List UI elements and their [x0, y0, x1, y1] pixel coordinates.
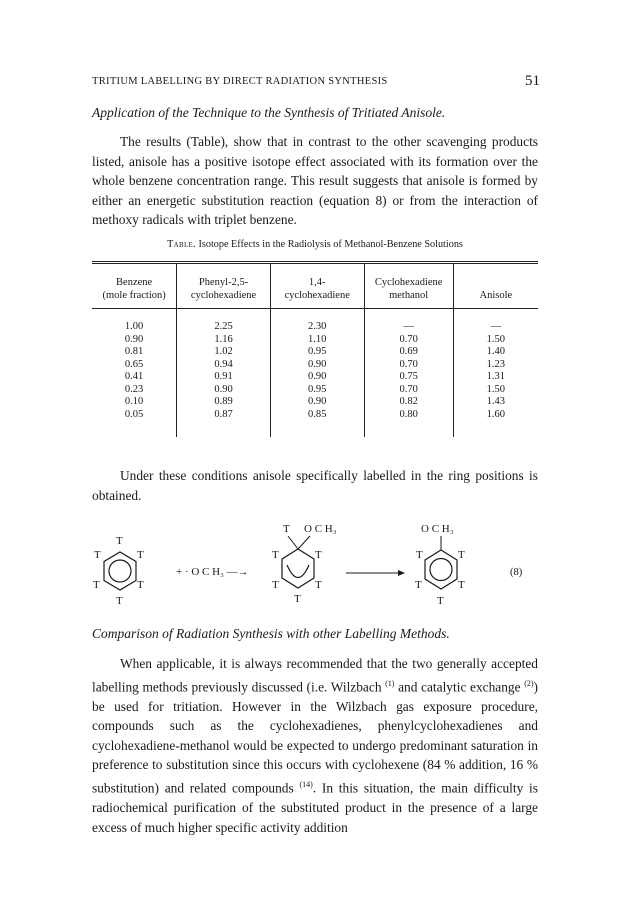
- column-header-phenyl-cyclohexadiene: [177, 263, 271, 309]
- column-header-benzene: [92, 263, 177, 309]
- table-row: [92, 309, 538, 334]
- table-cell: 0.90: [270, 396, 364, 409]
- header-line: Benzene: [116, 277, 153, 288]
- table-cell: 0.70: [364, 334, 453, 347]
- tritium-label: T: [315, 549, 322, 561]
- tritium-label: T: [458, 549, 465, 561]
- table-cell: 0.82: [364, 396, 453, 409]
- paragraph-comparison: [92, 654, 538, 837]
- table-cell: 0.41: [124, 371, 144, 382]
- header-line: (mole fraction): [102, 290, 166, 301]
- table-cell: 1.31: [453, 371, 538, 384]
- table-cell: 0.94: [177, 359, 271, 372]
- table-cell: 1.50: [453, 384, 538, 397]
- aromatic-circle: [109, 560, 131, 582]
- methoxy-label: O C H₃: [304, 523, 337, 535]
- table-cell: 0.70: [364, 359, 453, 372]
- text-run: . In this situation, the main difficulty is radiochemical purification of the substituted product in the presence of a large excess of much higher specific activity addition: [92, 780, 538, 835]
- paragraph-conditions: Under these conditions anisole specifically labelled in the ring positions is obtained.: [92, 468, 538, 503]
- arrow-head: [398, 570, 405, 576]
- header-line: 1,4-: [308, 277, 326, 288]
- methoxy-radical-reagent: + · O C H₃ —→: [176, 566, 249, 578]
- tritium-label: T: [415, 579, 422, 591]
- text-run: When applicable, it is always recommended that the two generally accepted labelling methods previously discussed (i.e. Wilzbach: [92, 656, 538, 695]
- table-cell: 0.69: [364, 346, 453, 359]
- table-row: [92, 346, 538, 359]
- table-cell: 0.85: [270, 409, 364, 438]
- table-caption-label: Table.: [167, 239, 196, 250]
- isotope-effects-table: [92, 261, 538, 437]
- table-body: [92, 309, 538, 438]
- table-cell: 2.30: [270, 309, 364, 334]
- text-run: and catalytic exchange: [394, 679, 521, 695]
- aromatic-circle: [430, 559, 452, 581]
- table-cell: 1.43: [453, 396, 538, 409]
- table-cell: 1.02: [177, 346, 271, 359]
- header-line: Anisole: [479, 290, 513, 301]
- table-cell: 1.23: [453, 359, 538, 372]
- tritium-label: T: [272, 579, 279, 591]
- section-title-anisole: Application of the Technique to the Synthesis of Tritiated Anisole.: [92, 105, 446, 120]
- table-cell: 1.50: [453, 334, 538, 347]
- tritium-label: T: [458, 579, 465, 591]
- table-cell: 0.89: [177, 396, 271, 409]
- table-cell: 0.75: [364, 371, 453, 384]
- column-header-cyclohexadiene-methanol: [364, 263, 453, 309]
- header-line: cyclohexadiene: [284, 290, 350, 301]
- tritium-label: T: [283, 523, 290, 535]
- table-cell: 0.90: [270, 359, 364, 372]
- table-cell: 0.91: [177, 371, 271, 384]
- tritium-label: T: [437, 595, 444, 607]
- cyclohexadienyl-intermediate-structure: [272, 523, 337, 605]
- page-header: [92, 73, 540, 93]
- table-cell: —: [453, 309, 538, 334]
- paragraph-results: The results (Table), show that in contrast to the other scavenging products listed, anisole has a positive isotope effect associated with its formation over the whole benzene concentration range. This result suggests that anisole is formed by either an energetic substitution reaction (equation 8) or from the interaction of methoxy radicals with triplet benzene.: [92, 134, 538, 228]
- reaction-scheme-equation-8: [92, 518, 542, 610]
- tritium-label: T: [116, 595, 123, 607]
- table-cell: —: [364, 309, 453, 334]
- ring: [282, 549, 314, 588]
- tritium-label: T: [416, 549, 423, 561]
- running-title: TRITIUM LABELLING BY DIRECT RADIATION SYNTHESIS: [92, 76, 388, 87]
- tritium-label: T: [93, 579, 100, 591]
- tritium-label: T: [137, 549, 144, 561]
- table-cell: 0.95: [270, 384, 364, 397]
- table-cell: 1.00: [124, 321, 144, 332]
- reference-marker: (2): [524, 678, 534, 688]
- table-cell: 0.10: [124, 396, 144, 407]
- table-cell: 0.90: [270, 371, 364, 384]
- table-caption-text: Isotope Effects in the Radiolysis of Methanol-Benzene Solutions: [198, 239, 463, 250]
- table-cell: 1.16: [177, 334, 271, 347]
- header-line: cyclohexadiene: [190, 290, 257, 301]
- table-row: [92, 409, 538, 438]
- table-cell: 0.65: [124, 358, 144, 370]
- text-run: ) be used for tritiation. However in the Wilzbach gas exposure procedure, compounds such as the cyclohexadienes, phenylcyclohexadienes and cyclohexadiene-methanol would be expected to undergo predominant saturation in preference to substitution since this occurs with cyclohexene (84 % addition, 16 % substitution) and related compounds: [92, 679, 538, 796]
- table-cell: 0.90: [124, 333, 144, 345]
- column-header-anisole: [453, 263, 538, 309]
- table-cell: 0.95: [270, 346, 364, 359]
- table-row: [92, 384, 538, 397]
- tritium-label: T: [272, 549, 279, 561]
- table-cell: 1.60: [453, 409, 538, 438]
- table-cell: 0.81: [124, 346, 144, 357]
- tritium-label: T: [294, 593, 301, 605]
- methoxy-label: O C H₃: [421, 523, 454, 535]
- column-header-cyclohexadiene: [270, 263, 364, 309]
- tritium-label: T: [137, 579, 144, 591]
- equation-number: (8): [510, 567, 523, 578]
- table-cell: 0.87: [177, 409, 271, 438]
- bond-line: [298, 536, 310, 549]
- table-cell: 0.70: [364, 384, 453, 397]
- table-caption: [92, 239, 538, 250]
- table-row: [92, 334, 538, 347]
- section-title-comparison: Comparison of Radiation Synthesis with other Labelling Methods.: [92, 626, 450, 641]
- table-row: [92, 371, 538, 384]
- delocalized-arc: [287, 565, 309, 578]
- table-cell: 1.10: [270, 334, 364, 347]
- bond-line: [288, 536, 298, 549]
- header-line: methanol: [389, 290, 429, 301]
- table-cell: 0.90: [177, 384, 271, 397]
- table-cell: 0.80: [364, 409, 453, 438]
- table-header: [92, 263, 538, 309]
- table-cell: 0.23: [124, 383, 144, 395]
- page-number: 51: [525, 73, 540, 89]
- table-row: [92, 359, 538, 372]
- tritium-label: T: [94, 549, 101, 561]
- reference-marker: (1): [385, 678, 395, 688]
- header-line: Cyclohexadiene: [374, 277, 443, 288]
- reference-marker: (14): [299, 780, 313, 790]
- tritium-label: T: [116, 535, 123, 547]
- header-line: Phenyl-2,5-: [198, 277, 249, 288]
- table-cell: 0.05: [124, 408, 144, 420]
- table-row: [92, 396, 538, 409]
- tritiated-anisole-structure: [415, 523, 465, 607]
- table-cell: 2.25: [177, 309, 271, 334]
- table-cell: 1.40: [453, 346, 538, 359]
- tritiated-benzene-structure: [93, 535, 144, 607]
- table-header-row: [92, 263, 538, 309]
- tritium-label: T: [315, 579, 322, 591]
